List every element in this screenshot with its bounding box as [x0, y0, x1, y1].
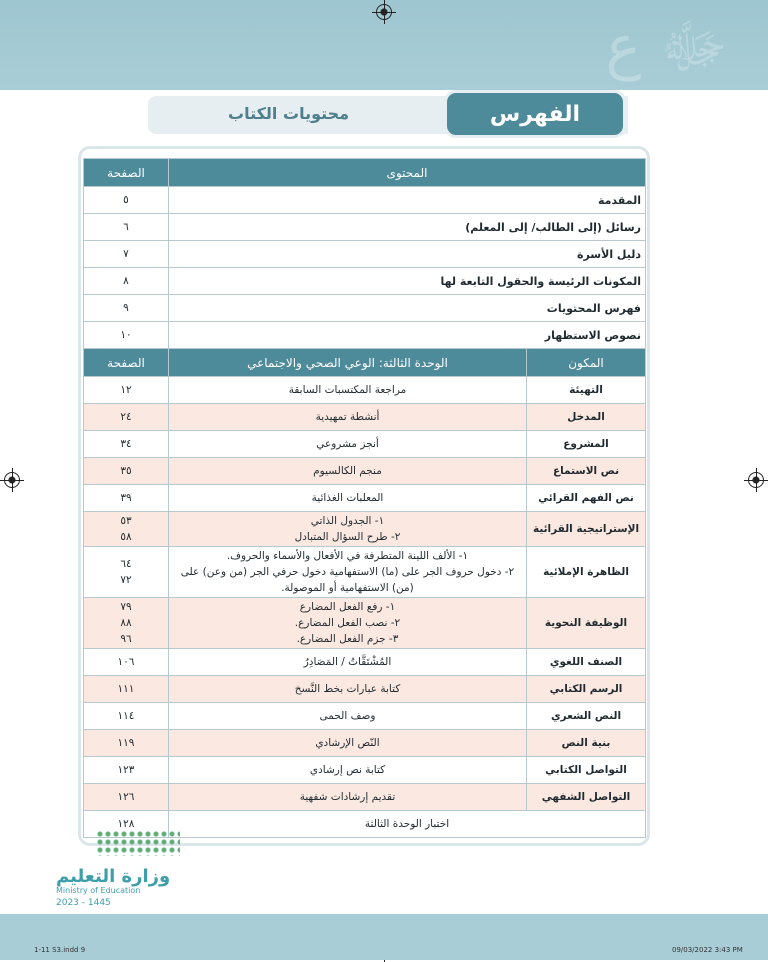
- unit-row-page-number: ١٢٣: [117, 764, 135, 776]
- unit-row-component: الوظيفة النحوية: [527, 598, 646, 649]
- intro-row: [84, 241, 646, 268]
- final-row-page: ١٢٨: [84, 811, 169, 838]
- unit-row-pages: [84, 547, 169, 598]
- unit-row-content-line: كتابة عبارات بخط النَّسخ: [294, 683, 401, 695]
- unit-row-content-line: كتابة نص إرشادي: [309, 764, 386, 776]
- intro-row-page: ٧: [84, 241, 169, 268]
- unit-row-pages: [84, 377, 169, 404]
- unit-row-content-line: ١- الجدول الذاتي: [310, 515, 385, 527]
- unit-row-pages: [84, 598, 169, 649]
- unit-row: [84, 377, 646, 404]
- unit-row-content: [169, 784, 527, 811]
- unit-row: [84, 431, 646, 458]
- content-column-header: المحتوى: [169, 159, 646, 187]
- unit-row-component: نص الفهم القرائي: [527, 485, 646, 512]
- unit-row-page-number: ٩٦: [120, 633, 132, 645]
- unit-row-page-number: ٣٤: [120, 438, 132, 450]
- unit-row-page-number: ٥٨: [120, 531, 132, 543]
- bottom-decorative-band: [0, 914, 768, 960]
- unit-row: [84, 784, 646, 811]
- unit-row: [84, 757, 646, 784]
- unit-row-content: [169, 377, 527, 404]
- unit-column-header: الوحدة الثالثة: الوعي الصحي والاجتماعي: [169, 349, 527, 377]
- unit-row-content-line: ١- رفع الفعل المضارع: [299, 601, 396, 613]
- unit-row-content: [169, 703, 527, 730]
- intro-row-page: ٩: [84, 295, 169, 322]
- ministry-name: وزارة التعليم: [56, 866, 171, 887]
- unit-row-page-number: ١١٩: [117, 737, 135, 749]
- unit-row-content-line: مراجعة المكتسبات السابقة: [288, 384, 407, 396]
- unit-row-pages: [84, 458, 169, 485]
- intro-row-page: ٦: [84, 214, 169, 241]
- intro-header-row: [84, 159, 646, 187]
- unit-row-component: النص الشعري: [527, 703, 646, 730]
- ministry-name-english: Ministry of Education: [56, 886, 141, 895]
- intro-row-label: المكونات الرئيسة والحقول التابعة لها: [169, 268, 646, 295]
- unit-row-content: [169, 458, 527, 485]
- unit-row-component: بنية النص: [527, 730, 646, 757]
- unit-row-pages: [84, 485, 169, 512]
- unit-row-page-number: ٣٥: [120, 465, 132, 477]
- unit-row-content: [169, 512, 527, 547]
- unit-row-component: الإستراتيجية القرائية: [527, 512, 646, 547]
- unit-row-content-line: ٢- طرح السؤال المتبادل: [294, 531, 401, 543]
- unit-row-content: [169, 730, 527, 757]
- intro-row-page: ١٠: [84, 322, 169, 349]
- unit-row-page-number: ١٢: [120, 384, 132, 396]
- intro-row-label: فهرس المحتويات: [169, 295, 646, 322]
- unit-row-component: التواصل الكتابي: [527, 757, 646, 784]
- unit-row-pages: [84, 703, 169, 730]
- unit-row-pages: [84, 404, 169, 431]
- unit-row-content: [169, 598, 527, 649]
- final-row-content: اختبار الوحدة الثالثة: [169, 811, 646, 838]
- unit-row-pages: [84, 784, 169, 811]
- unit-row-pages: [84, 730, 169, 757]
- calligraphy-decoration: ﷻ ﻉ: [605, 12, 728, 82]
- ministry-logo-dots: [96, 830, 180, 856]
- unit-row-content-line: ١- الألف اللينة المتطرفة في الأفعال والأسماء والحروف.: [226, 550, 469, 562]
- intro-row: [84, 295, 646, 322]
- intro-row-page: ٥: [84, 187, 169, 214]
- page-column-header: الصفحة: [84, 159, 169, 187]
- page-subtitle: محتويات الكتاب: [228, 104, 350, 123]
- unit-row-content-line: النّص الإرشادي: [315, 737, 380, 749]
- unit-row-content-line: المعلبات الغذائية: [311, 492, 384, 504]
- intro-row: [84, 322, 646, 349]
- unit-row-page-number: ١٢٦: [117, 791, 135, 803]
- unit-row-pages: [84, 676, 169, 703]
- unit-row-content: [169, 649, 527, 676]
- unit-row-pages: [84, 431, 169, 458]
- unit-row-component: نص الاستماع: [527, 458, 646, 485]
- unit-row-content-line: منجم الكالسيوم: [313, 465, 382, 477]
- unit-row: [84, 485, 646, 512]
- unit-row-content: [169, 676, 527, 703]
- unit-row: [84, 676, 646, 703]
- unit-header-row: [84, 349, 646, 377]
- contents-table: [83, 158, 646, 838]
- unit-row-page-number: ١٠٦: [117, 656, 135, 668]
- registration-mark-icon: [4, 472, 20, 488]
- unit-row-content: [169, 404, 527, 431]
- unit-row-component: المشروع: [527, 431, 646, 458]
- registration-mark-icon: [376, 4, 392, 20]
- print-slug-right: 09/03/2022 3:43 PM: [672, 946, 743, 954]
- page-title: الفهرس: [444, 90, 626, 138]
- unit-row-page-number: ٨٨: [120, 617, 132, 629]
- edition-year: 2023 - 1445: [56, 898, 111, 908]
- unit-row-component: التهيئة: [527, 377, 646, 404]
- intro-row: [84, 268, 646, 295]
- unit-row-content: [169, 485, 527, 512]
- unit-row-content-line: أنجز مشروعي: [316, 438, 379, 450]
- unit-row: [84, 547, 646, 598]
- unit-row-page-number: ٧٢: [120, 574, 132, 586]
- component-column-header: المكون: [527, 349, 646, 377]
- unit-row-pages: [84, 512, 169, 547]
- unit-row-pages: [84, 757, 169, 784]
- unit-row-page-number: ٦٤: [120, 558, 132, 570]
- page-column-header: الصفحة: [84, 349, 169, 377]
- intro-row: [84, 214, 646, 241]
- unit-row-component: المدخل: [527, 404, 646, 431]
- unit-row-component: الرسم الكتابي: [527, 676, 646, 703]
- unit-row-component: الظاهرة الإملائية: [527, 547, 646, 598]
- intro-row: [84, 187, 646, 214]
- unit-row: [84, 458, 646, 485]
- intro-row-label: رسائل (إلى الطالب/ إلى المعلم): [169, 214, 646, 241]
- unit-row-content-line: أنشطة تمهيدية: [315, 411, 380, 423]
- unit-row: [84, 598, 646, 649]
- unit-row: [84, 730, 646, 757]
- unit-row-content-line: ٢- دخول حروف الجر على (ما) الاستفهامية دخول حرفي الجر (من وعن) على (من) الاستفهامية أو الموصولة.: [180, 566, 515, 594]
- unit-row-content-line: تقديم إرشادات شفهية: [299, 791, 396, 803]
- registration-mark-icon: [748, 472, 764, 488]
- unit-row-content-line: المُشْتَقَّاتُ / المَصَادِرُ: [303, 656, 392, 668]
- unit-row-content: [169, 547, 527, 598]
- unit-row-content: [169, 757, 527, 784]
- unit-row-page-number: ١١١: [117, 683, 135, 695]
- intro-row-label: نصوص الاستظهار: [169, 322, 646, 349]
- unit-row-page-number: ٣٩: [120, 492, 132, 504]
- unit-row: [84, 649, 646, 676]
- intro-row-label: دليل الأسرة: [169, 241, 646, 268]
- unit-row-component: الصنف اللغوي: [527, 649, 646, 676]
- unit-row: [84, 512, 646, 547]
- unit-row-page-number: ٧٩: [120, 601, 132, 613]
- unit-row-pages: [84, 649, 169, 676]
- unit-row-page-number: ٢٤: [120, 411, 132, 423]
- intro-row-page: ٨: [84, 268, 169, 295]
- unit-row-content-line: وصف الحمى: [319, 710, 376, 722]
- unit-row: [84, 703, 646, 730]
- unit-row-content: [169, 431, 527, 458]
- unit-row-content-line: ٣- جزم الفعل المضارع.: [296, 633, 399, 645]
- unit-row-page-number: ٥٣: [120, 515, 132, 527]
- unit-row-component: التواصل الشفهي: [527, 784, 646, 811]
- print-slug-left: 1-11 S3.indd 9: [34, 946, 86, 954]
- intro-row-label: المقدمة: [169, 187, 646, 214]
- unit-row: [84, 404, 646, 431]
- unit-row-page-number: ١١٤: [117, 710, 135, 722]
- unit-row-content-line: ٢- نصب الفعل المضارع.: [294, 617, 401, 629]
